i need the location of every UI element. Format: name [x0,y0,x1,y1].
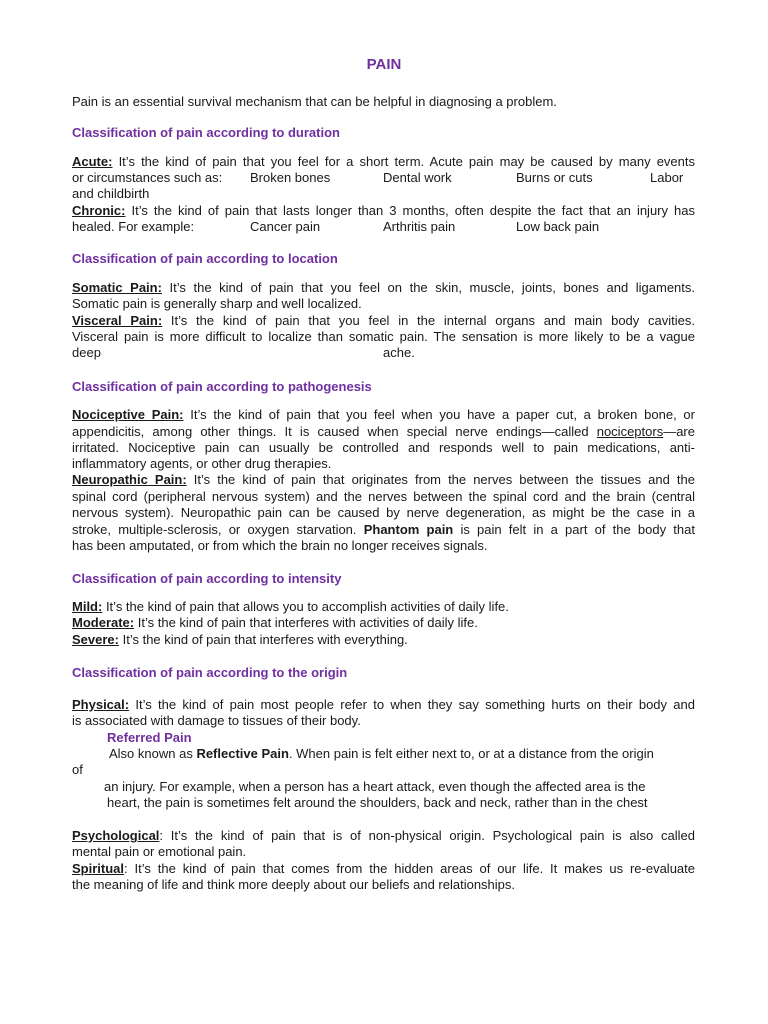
acute-example: Broken bones [250,170,331,185]
duration-heading: Classification of pain according to duration [72,125,340,140]
psychological-line-1 [72,828,695,844]
mild-term: Mild: [72,599,103,614]
spiritual-line-2: the meaning of life and think more deeply about our beliefs and relationships. [72,877,516,892]
page-title: PAIN [366,56,402,73]
nociceptive-term: Nociceptive Pain: [72,407,184,422]
neuropathic-text-4b: is pain felt in a part of the body that [453,522,695,537]
pathogenesis-heading: Classification of pain according to pathogenesis [72,379,372,394]
nociceptive-line-1 [72,407,695,423]
origin-heading: Classification of pain according to the origin [72,665,348,680]
nociceptive-line-2 [72,424,695,440]
visceral-line-2: Visceral pain is more difficult to localize than somatic pain. The sensation is more likely to be a vague [72,329,695,344]
acute-example: Burns or cuts [516,170,593,185]
severe-text: It’s the kind of pain that interferes with everything. [118,632,408,647]
visceral-text: It’s the kind of pain that you feel in the internal organs and main body cavities. [162,313,695,328]
nociceptive-line-4: inflammatory agents, or other drug therapies. [72,456,332,471]
acute-example: Dental work [383,170,452,185]
chronic-line-2: healed. For example: [72,219,195,234]
neuropathic-line-3: nervous system). Neuropathic pain can be caused by nerve degeneration, as might be the case in a [72,505,695,520]
physical-line-2: is associated with damage to tissues of their body. [72,713,361,728]
chronic-term: Chronic: [72,203,126,218]
intro-text: Pain is an essential survival mechanism that can be helpful in diagnosing a problem. [72,94,557,109]
acute-term: Acute: [72,154,113,169]
somatic-text: It’s the kind of pain that you feel on the skin, muscle, joints, bones and ligaments. [161,280,696,295]
referred-pain-heading: Referred Pain [107,730,192,745]
spiritual-term: Spiritual [72,861,125,876]
chronic-line-1 [72,203,695,219]
moderate-text: It’s the kind of pain that interferes with activities of daily life. [134,615,478,630]
referred-line-3: an injury. For example, when a person has a heart attack, even though the affected area is the [104,779,646,794]
acute-line-1 [72,154,695,170]
moderate-line [72,615,695,631]
mild-line [72,599,695,615]
physical-text: It’s the kind of pain most people refer to when they say something hurts on their body and [129,697,695,712]
physical-line-1 [72,697,695,713]
neuropathic-term: Neuropathic Pain: [72,472,187,487]
spiritual-line-1 [72,861,695,877]
psychological-term: Psychological [72,828,160,843]
acute-line-3: and childbirth [72,186,150,201]
nociceptive-line-3: irritated. Nociceptive pain can usually be controlled and responds well to pain medications, anti- [72,440,695,455]
somatic-line-2: Somatic pain is generally sharp and well localized. [72,296,362,311]
intensity-heading: Classification of pain according to intensity [72,571,342,586]
neuropathic-text: It’s the kind of pain that originates from the nerves between the tissues and the [186,472,695,487]
referred-text: Also known as [109,746,197,761]
location-heading: Classification of pain according to location [72,251,338,266]
chronic-example: Low back pain [516,219,600,234]
spiritual-text: : It’s the kind of pain that comes from the hidden areas of our life. It makes us re-evaluate [124,861,695,876]
neuropathic-line-4 [72,522,695,538]
physical-term: Physical: [72,697,130,712]
psychological-text: : It’s the kind of pain that is of non-physical origin. Psychological pain is also called [159,828,695,843]
psychological-line-2: mental pain or emotional pain. [72,844,247,859]
nociceptive-text: It’s the kind of pain that you feel when you have a paper cut, a broken bone, or [183,407,695,422]
referred-line-4: heart, the pain is sometimes felt around the shoulders, back and neck, rather than in the chest [107,795,648,810]
neuropathic-line-1 [72,472,695,488]
referred-line-2: of [72,762,83,777]
acute-text-2: or circumstances such as: [72,170,223,185]
reflective-pain-term: Reflective Pain [196,746,289,761]
mild-text: It’s the kind of pain that allows you to accomplish activities of daily life. [102,599,509,614]
severe-term: Severe: [72,632,119,647]
nociceptive-text-2b: —are [663,424,695,439]
referred-line-1 [109,746,654,762]
referred-text-b: . When pain is felt either next to, or at a distance from the origin [288,746,654,761]
neuropathic-text-4: stroke, multiple-sclerosis, or oxygen starvation. [72,522,364,537]
visceral-line-3b: ache. [383,345,415,360]
severe-line [72,632,695,648]
chronic-example: Arthritis pain [383,219,456,234]
somatic-line-1 [72,280,695,296]
acute-example: Labor [650,170,684,185]
chronic-example: Cancer pain [250,219,321,234]
neuropathic-line-5: has been amputated, or from which the brain no longer receives signals. [72,538,488,553]
nociceptive-text-2: appendicitis, among other things. It is caused when special nerve endings—called [72,424,597,439]
neuropathic-line-2: spinal cord (peripheral nervous system) and the nerves between the spinal cord and the brain (central [72,489,695,504]
moderate-term: Moderate: [72,615,135,630]
chronic-text: It’s the kind of pain that lasts longer than 3 months, often despite the fact that an injury has [125,203,695,218]
phantom-pain-term: Phantom pain [363,522,454,537]
nociceptors-link[interactable]: nociceptors [596,424,664,439]
visceral-line-1 [72,313,695,329]
acute-text: It’s the kind of pain that you feel for a short term. Acute pain may be caused by many events [112,154,695,169]
visceral-line-3a: deep [72,345,101,360]
somatic-term: Somatic Pain: [72,280,162,295]
visceral-term: Visceral Pain: [72,313,163,328]
